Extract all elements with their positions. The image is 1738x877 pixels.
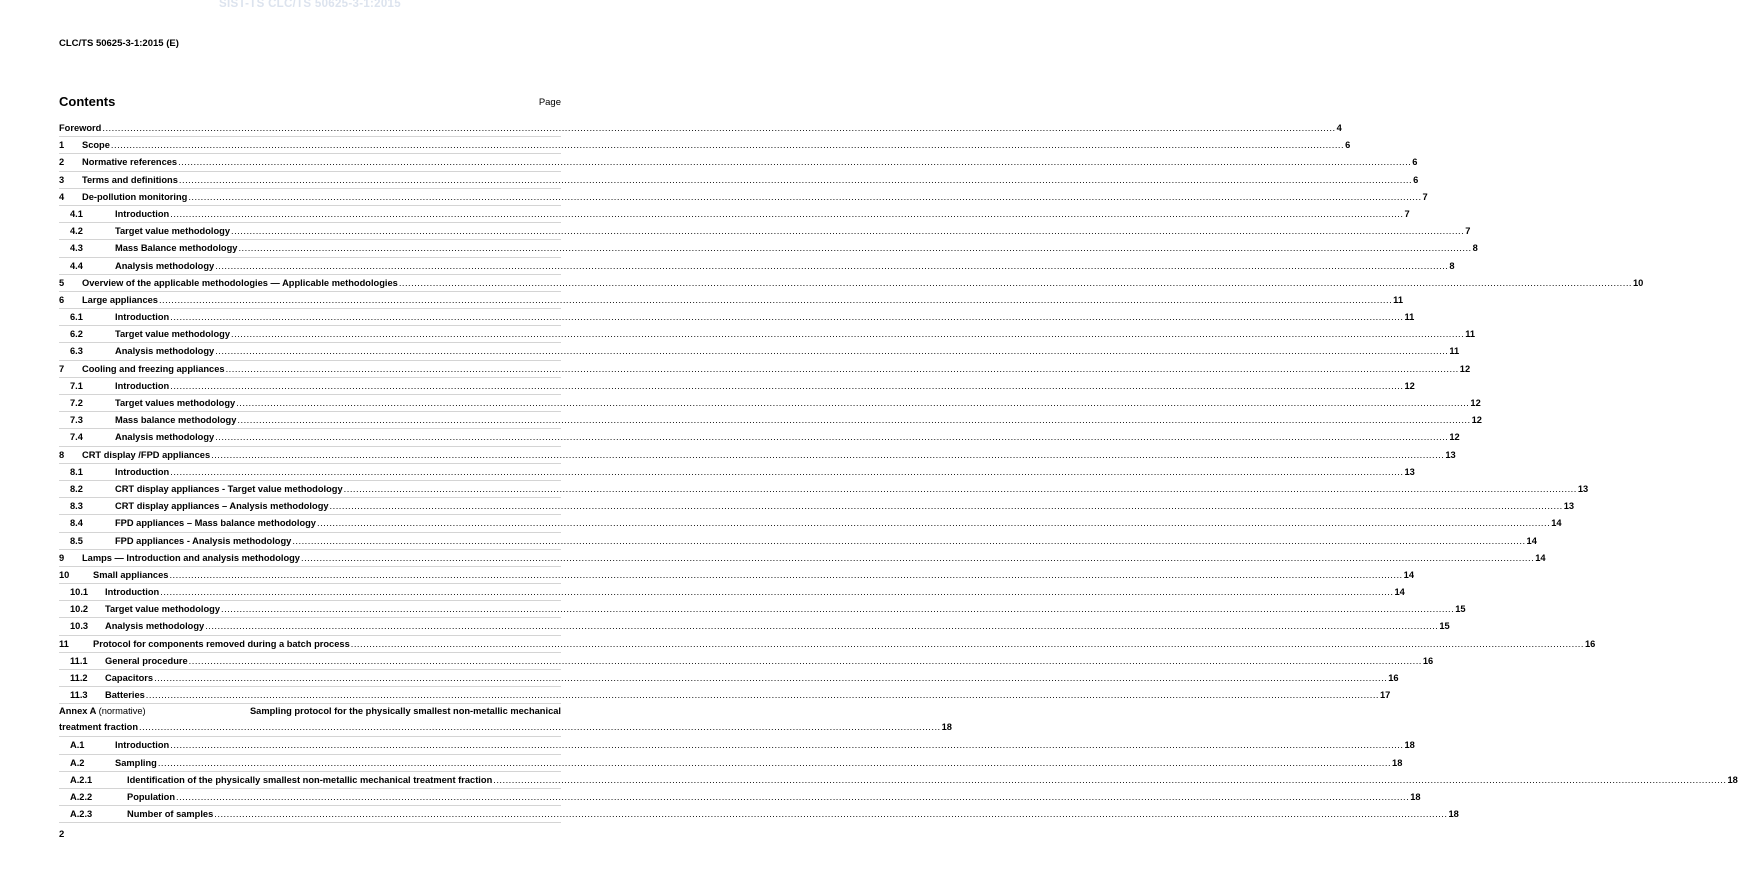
contents-title: Contents <box>59 94 116 109</box>
leader-dots: ................................................................................................................................................................................................................................................................................................................................................................................................................ <box>329 501 1563 512</box>
toc-section-title: Cooling and freezing appliances <box>82 363 225 374</box>
toc-entry[interactable] <box>59 343 1460 360</box>
toc-section-title: Introduction <box>115 466 170 477</box>
toc-section-title: Number of samples <box>127 809 214 820</box>
leader-dots: ................................................................................................................................................................................................................................................................................................................................................................................................................ <box>169 569 1403 580</box>
toc-section-number: 7.4 <box>70 432 83 443</box>
toc-entry[interactable] <box>59 378 1415 395</box>
toc-entry-annex-a[interactable] <box>59 704 952 737</box>
toc-entry[interactable] <box>59 292 1403 309</box>
toc-page-number: 12 <box>1449 432 1460 443</box>
toc-entry[interactable] <box>59 737 1415 754</box>
toc-page-number: 14 <box>1535 552 1546 563</box>
toc-page-number: 7 <box>1404 208 1410 219</box>
toc-section-title: Small appliances <box>93 569 169 580</box>
toc-page-number: 18 <box>1448 809 1459 820</box>
toc-page-number: 7 <box>1422 191 1428 202</box>
toc-page-number: 16 <box>1422 655 1434 666</box>
toc-section-title: Introduction <box>115 380 170 391</box>
toc-section-title: Capacitors <box>105 673 154 683</box>
toc-entry[interactable] <box>59 687 1391 704</box>
toc-page-number: 12 <box>1404 380 1415 391</box>
toc-section-number: 3 <box>59 174 65 185</box>
toc-section-title: FPD appliances - Analysis methodology <box>115 535 292 546</box>
toc-entry[interactable] <box>59 567 1414 584</box>
toc-section-number: 11.2 <box>70 673 88 683</box>
footer-page-number: 2 <box>59 829 65 840</box>
toc-section-title: Analysis methodology <box>115 260 215 271</box>
toc-section-number: A.2.1 <box>70 774 93 785</box>
toc-page-number: 6 <box>1413 174 1419 185</box>
toc-page-number: 11 <box>1404 312 1415 323</box>
toc-page-number: 6 <box>1412 157 1418 168</box>
toc-section-number: 8 <box>59 449 65 460</box>
toc-section-number: A.2.3 <box>70 809 93 820</box>
leader-dots: ................................................................................................................................................................................................................................................................................................................................................................................................................ <box>178 174 1413 185</box>
toc-section-title: Target value methodology <box>105 604 221 615</box>
toc-page-number: 8 <box>1472 243 1478 254</box>
leader-dots: ................................................................................................................................................................................................................................................................................................................................................................................................................ <box>102 123 1336 133</box>
toc-entry[interactable] <box>59 550 1546 567</box>
leader-dots: .................................................................................................................................................................................................................................................................... <box>139 722 941 733</box>
toc-page-number: 12 <box>1459 363 1471 374</box>
toc-page-number: 13 <box>1445 449 1456 460</box>
leader-dots: ................................................................................................................................................................................................................................................................................................................................................................................................................ <box>231 329 1465 340</box>
toc-entry[interactable] <box>59 670 1399 687</box>
toc-section-title: Introduction <box>105 587 160 598</box>
toc-section-number: 8.5 <box>70 535 83 546</box>
toc-section-title: Normative references <box>82 157 178 168</box>
toc-entry[interactable] <box>59 275 1644 292</box>
toc-section-number: 4.3 <box>70 243 83 254</box>
toc-entry[interactable] <box>59 137 1351 154</box>
toc-entry[interactable] <box>59 258 1455 275</box>
toc-section-title: CRT display /FPD appliances <box>82 449 211 460</box>
leader-dots: ................................................................................................................................................................................................................................................................................................................................................................................................................ <box>236 398 1470 408</box>
toc-page-number: 14 <box>1394 587 1405 598</box>
leader-dots: ................................................................................................................................................................................................................................................................................................................................................................................................................ <box>157 757 1392 768</box>
toc-section-title: Introduction <box>115 312 170 323</box>
toc-section-title: Target value methodology <box>115 226 231 237</box>
leader-dots: ................................................................................................................................................................................................................................................................................................................................................................................................................ <box>154 673 1388 683</box>
toc-entry[interactable] <box>59 755 1403 772</box>
toc-section-number: 4.4 <box>70 260 83 271</box>
toc-page-number: 8 <box>1449 260 1455 271</box>
leader-dots: ................................................................................................................................................................................................................................................................................................................................................................................................................ <box>110 140 1345 151</box>
toc-section-title: FPD appliances – Mass balance methodology <box>115 518 316 529</box>
toc-entry[interactable] <box>59 481 1589 498</box>
toc-page-number: 14 <box>1403 569 1414 580</box>
toc-page-number: 14 <box>1526 535 1537 546</box>
toc-entry[interactable] <box>59 154 1418 171</box>
toc-entry[interactable] <box>59 806 1459 823</box>
toc-page-number: 13 <box>1563 501 1575 512</box>
toc-section-number: 7 <box>59 363 65 374</box>
toc-page-number: 11 <box>1465 329 1476 340</box>
leader-dots: ................................................................................................................................................................................................................................................................................................................................................................................................................ <box>170 740 1404 751</box>
toc-entry[interactable] <box>59 533 1537 550</box>
leader-dots: ................................................................................................................................................................................................................................................................................................................................................................................................................ <box>170 380 1404 391</box>
toc-section-number: 1 <box>59 140 65 151</box>
toc-entry[interactable] <box>59 189 1428 206</box>
toc-page-number: 15 <box>1439 621 1450 632</box>
toc-section-title: Lamps — Introduction and analysis methodology <box>82 552 300 563</box>
toc-entry[interactable] <box>59 412 1482 429</box>
leader-dots: ................................................................................................................................................................................................................................................................................................................................................................................................................ <box>214 809 1448 820</box>
leader-dots: ................................................................................................................................................................................................................................................................................................................................................................................................................ <box>145 690 1379 701</box>
toc-section-number: 6.2 <box>70 329 83 340</box>
leader-dots: ................................................................................................................................................................................................................................................................................................................................................................................................................ <box>350 638 1584 649</box>
toc-section-number: 11.3 <box>70 690 88 701</box>
toc-section-title: Mass balance methodology <box>115 415 237 426</box>
leader-dots: ................................................................................................................................................................................................................................................................................................................................................................................................................ <box>493 774 1727 785</box>
toc-section-title: Identification of the physically smallest non-metallic mechanical treatment fraction <box>127 774 493 785</box>
toc-section-number: 6 <box>59 294 65 305</box>
leader-dots: ................................................................................................................................................................................................................................................................................................................................................................................................................ <box>343 483 1577 494</box>
toc-section-number: 2 <box>59 157 65 168</box>
toc-section-number: 8.2 <box>70 483 83 494</box>
leader-dots: ................................................................................................................................................................................................................................................................................................................................................................................................................ <box>225 363 1459 374</box>
leader-dots: ................................................................................................................................................................................................................................................................................................................................................................................................................ <box>221 604 1455 615</box>
toc-section-number: 9 <box>59 552 65 563</box>
leader-dots: ................................................................................................................................................................................................................................................................................................................................................................................................................ <box>160 587 1394 598</box>
toc-page-number: 6 <box>1345 140 1351 151</box>
annex-normative: (normative) <box>98 706 146 717</box>
toc-page-number: 12 <box>1470 398 1481 408</box>
toc-section-title: Analysis methodology <box>115 432 215 443</box>
toc-section-title: Large appliances <box>82 294 158 305</box>
leader-dots: ................................................................................................................................................................................................................................................................................................................................................................................................................ <box>211 449 1445 460</box>
toc-page-number: 15 <box>1455 604 1466 615</box>
toc-section-number: 7.1 <box>70 380 83 391</box>
annex-title-line2: treatment fraction <box>59 722 139 733</box>
toc-page-number: 18 <box>1392 757 1403 768</box>
toc-entry[interactable] <box>59 240 1478 257</box>
toc-section-number: 4 <box>59 191 65 202</box>
toc-section-title: Scope <box>82 140 110 151</box>
toc-page-number: 16 <box>1388 673 1399 683</box>
toc-page-number: 7 <box>1465 226 1471 237</box>
annex-label: Annex A (normative) <box>59 706 146 717</box>
document-id: CLC/TS 50625-3-1:2015 (E) <box>59 38 179 49</box>
toc-section-title: Sampling <box>115 757 157 768</box>
leader-dots: ................................................................................................................................................................................................................................................................................................................................................................................................................ <box>178 157 1412 168</box>
leader-dots: ................................................................................................................................................................................................................................................................................................................................................................................................................ <box>300 552 1535 563</box>
toc-section-number: 11.1 <box>70 655 88 666</box>
toc-entry[interactable] <box>59 395 1481 412</box>
toc-section-number: 10.2 <box>70 604 89 615</box>
toc-entry[interactable] <box>59 464 1415 481</box>
leader-dots: ................................................................................................................................................................................................................................................................................................................................................................................................................ <box>188 191 1422 202</box>
toc-entry[interactable] <box>59 223 1471 240</box>
toc-section-number: 4.1 <box>70 208 83 219</box>
leader-dots: ................................................................................................................................................................................................................................................................................................................................................................................................................ <box>170 312 1404 323</box>
leader-dots: ................................................................................................................................................................................................................................................................................................................................................................................................................ <box>398 277 1633 288</box>
toc-entry[interactable] <box>59 172 1419 189</box>
toc-page-number: 11 <box>1393 294 1403 305</box>
toc-section-number: 10.1 <box>70 587 89 598</box>
toc-page-number: 17 <box>1380 690 1391 701</box>
toc-page-number: 12 <box>1471 415 1482 426</box>
toc-section-number: A.2 <box>70 757 85 768</box>
toc-page-number: 13 <box>1404 466 1415 477</box>
toc-page-number: 18 <box>941 722 952 733</box>
toc-section-number: 6.1 <box>70 312 83 323</box>
toc-entry[interactable] <box>59 789 1421 806</box>
toc-entry[interactable] <box>59 584 1405 601</box>
toc-section-title: Population <box>127 791 176 802</box>
toc-section-number: 7.3 <box>70 415 83 426</box>
toc-section-number: 10.3 <box>70 621 89 632</box>
toc-entry[interactable] <box>59 361 1471 378</box>
leader-dots: ................................................................................................................................................................................................................................................................................................................................................................................................................ <box>170 466 1404 477</box>
leader-dots: ................................................................................................................................................................................................................................................................................................................................................................................................................ <box>205 621 1439 632</box>
toc-section-title: Terms and definitions <box>82 174 178 185</box>
toc-entry[interactable] <box>59 206 1410 223</box>
annex-title-line1: Sampling protocol for the physically smallest non-metallic mechanical <box>249 706 561 717</box>
toc-entry[interactable] <box>59 653 1434 670</box>
toc-section-number: 8.1 <box>70 466 83 477</box>
toc-section-number: 8.4 <box>70 518 83 529</box>
toc-entry[interactable] <box>59 429 1460 446</box>
toc-entry[interactable] <box>59 618 1450 635</box>
leader-dots: ................................................................................................................................................................................................................................................................................................................................................................................................................ <box>215 260 1449 271</box>
toc-entry[interactable] <box>59 636 1596 653</box>
leader-dots: ................................................................................................................................................................................................................................................................................................................................................................................................................ <box>292 535 1526 546</box>
table-of-contents <box>59 120 1738 823</box>
toc-section-number: 10 <box>59 569 70 580</box>
toc-section-title: De-pollution monitoring <box>82 191 188 202</box>
toc-section-title: Overview of the applicable methodologies — Applicable methodologies <box>82 277 398 288</box>
toc-section-title: Target values methodology <box>115 398 236 408</box>
toc-entry[interactable] <box>59 601 1466 618</box>
leader-dots: ................................................................................................................................................................................................................................................................................................................................................................................................................ <box>158 294 1393 305</box>
toc-section-number: 4.2 <box>70 226 83 237</box>
leader-dots: ................................................................................................................................................................................................................................................................................................................................................................................................................ <box>176 791 1410 802</box>
leader-dots: ................................................................................................................................................................................................................................................................................................................................................................................................................ <box>316 518 1551 529</box>
toc-section-number: 7.2 <box>70 398 83 408</box>
toc-section-title: Mass Balance methodology <box>115 243 238 254</box>
watermark: SIST-TS CLC/TS 50625-3-1:2015 <box>219 0 401 10</box>
toc-entry[interactable] <box>59 447 1456 464</box>
toc-page-number: 18 <box>1410 791 1421 802</box>
toc-page-number: 18 <box>1404 740 1415 751</box>
leader-dots: ................................................................................................................................................................................................................................................................................................................................................................................................................ <box>237 415 1471 426</box>
leader-dots: ................................................................................................................................................................................................................................................................................................................................................................................................................ <box>231 226 1465 237</box>
toc-entry[interactable] <box>59 515 1562 532</box>
toc-section-number: A.2.2 <box>70 791 93 802</box>
toc-section-number: 5 <box>59 277 65 288</box>
leader-dots: ................................................................................................................................................................................................................................................................................................................................................................................................................ <box>238 243 1472 254</box>
toc-page-number: 10 <box>1633 277 1644 288</box>
toc-section-number: 8.3 <box>70 501 83 512</box>
leader-dots: ................................................................................................................................................................................................................................................................................................................................................................................................................ <box>215 432 1449 443</box>
leader-dots: ................................................................................................................................................................................................................................................................................................................................................................................................................ <box>170 208 1404 219</box>
toc-section-title: CRT display appliances - Target value methodology <box>115 483 343 494</box>
toc-section-title: Target value methodology <box>115 329 231 340</box>
toc-entry[interactable] <box>59 120 1342 137</box>
toc-page-number: 11 <box>1449 346 1460 357</box>
toc-entry[interactable] <box>59 326 1476 343</box>
page-column-heading: Page <box>538 97 561 108</box>
toc-section-title: CRT display appliances – Analysis methodology <box>115 501 329 512</box>
toc-section-title: Analysis methodology <box>115 346 215 357</box>
toc-section-title: Foreword <box>59 123 102 133</box>
toc-section-number: 6.3 <box>70 346 83 357</box>
toc-page-number: 18 <box>1727 774 1738 785</box>
toc-section-title: Introduction <box>115 208 170 219</box>
toc-page-number: 13 <box>1577 483 1589 494</box>
toc-entry[interactable] <box>59 498 1575 515</box>
toc-section-title: Introduction <box>115 740 170 751</box>
toc-section-title: Protocol for components removed during a batch process <box>93 638 350 649</box>
toc-entry[interactable] <box>59 772 1738 789</box>
toc-section-title: General procedure <box>105 655 188 666</box>
toc-page-number: 16 <box>1584 638 1596 649</box>
toc-section-number: 11 <box>59 638 69 649</box>
toc-page-number: 14 <box>1551 518 1562 529</box>
toc-entry[interactable] <box>59 309 1415 326</box>
toc-section-number: A.1 <box>70 740 85 751</box>
leader-dots: ................................................................................................................................................................................................................................................................................................................................................................................................................ <box>215 346 1449 357</box>
toc-section-title: Batteries <box>105 690 145 701</box>
toc-page-number: 4 <box>1336 123 1342 133</box>
toc-section-title: Analysis methodology <box>105 621 205 632</box>
leader-dots: ................................................................................................................................................................................................................................................................................................................................................................................................................ <box>188 655 1422 666</box>
